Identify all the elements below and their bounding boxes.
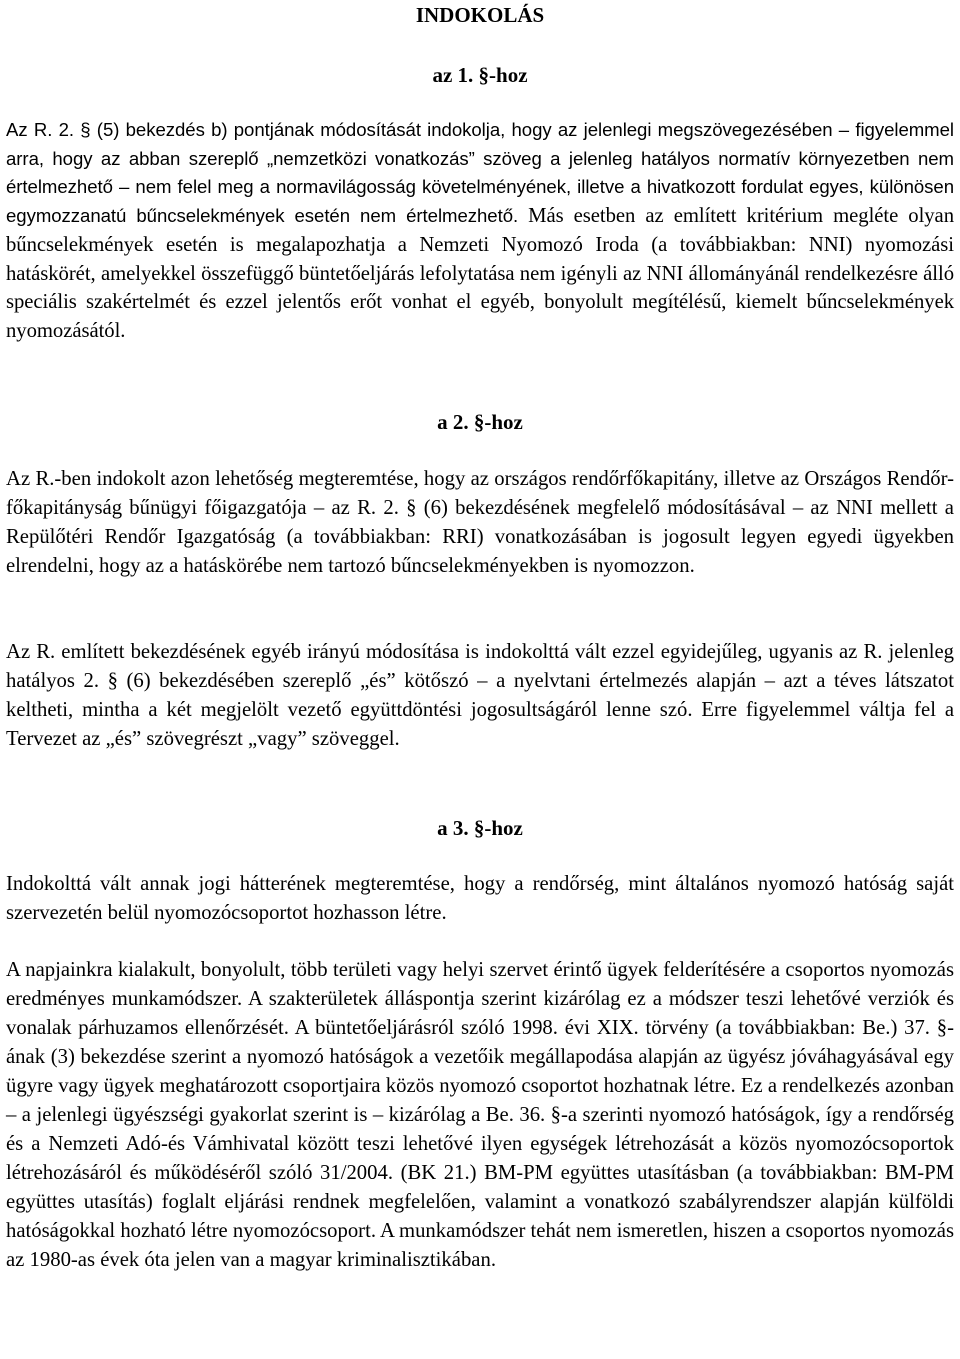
- paragraph-1-1-lead: Az R. 2. § (5) bekezdés b) pontjának módosítását indokolja, hogy az jelenlegi megszövegezésében – figyelemmel arra, hogy az abban szereplő „nemzetközi vonatkozás” szöveg a jelenleg hatályos normatív környezetben nem értelmezhető – nem felel meg a normavilágosság követelményének, illetve a hivatkozott fordulat egyes, különösen egymozzanatú bűncselekmények esetén nem értelmezhető.: [6, 119, 954, 227]
- paragraph-3-1: Indokolttá vált annak jogi hátterének megteremtése, hogy a rendőrség, mint általános nyomozó hatóság saját szervezetén belül nyomozócsoportot hozhasson létre.: [6, 873, 954, 924]
- paragraph-1-1: [6, 116, 954, 346]
- document-title: INDOKOLÁS: [415, 3, 545, 27]
- paragraph-2-2: Az R. említett bekezdésének egyéb irányú módosítása is indokolttá vált ezzel egyidejűleg, ugyanis az R. jelenleg hatályos 2. § (6) bekezdésében szereplő „és” kötőszó – a nyelvtani értelmezés alapján – azt a téves látszatot keltheti, mintha a két megjelölt vezető együttdöntési jogosultságáról lenne szó. Erre figyelemmel váltja fel a Tervezet az „és” szövegrészt „vagy” szöveggel.: [6, 641, 954, 750]
- paragraph-2-1: Az R.-ben indokolt azon lehetőség megteremtése, hogy az országos rendőrfőkapitány, illetve az Országos Rendőr-főkapitányság bűnügyi főigazgatója – az R. 2. § (6) bekezdésének megfelelő módosításával – az NNI mellett a Repülőtéri Rendőr Igazgatóság (a továbbiakban: RRI) vonatkozásában is jogosult legyen egyedi ügyekben elrendelni, hogy az a hatáskörébe nem tartozó bűncselekményekben is nyomozzon.: [6, 468, 954, 577]
- paragraph-1-1-rest: Más esetben az említett kritérium megléte olyan bűncselekmények esetén is megalapozhatja a Nemzeti Nyomozó Iroda (a továbbiakban: NNI) nyomozási hatáskörét, amelyekkel összefüggő büntetőeljárás lefolytatása nem igényli az NNI állományánál rendelkezésre álló speciális szakértelmét és ezzel jelentős erőt vonhat el egyéb, bonyolult megítélésű, kiemelt bűncselekmények nyomozásától.: [6, 205, 954, 342]
- section-heading-2: a 2. §-hoz: [437, 410, 523, 434]
- paragraph-3-2: A napjainkra kialakult, bonyolult, több területi vagy helyi szervet érintő ügyek felderítésére a csoportos nyomozás eredményes munkamódszer. A szakterületek álláspontja szerint kizárólag ez a módszer teszi lehetővé verziók és vonalak párhuzamos ellenőrzését. A büntetőeljárásról szóló 1998. évi XIX. törvény (a továbbiakban: Be.) 37. §-ának (3) bekezdése szerint a nyomozó hatóságok a vezetőik megállapodása alapján az ügyész jóváhagyásával egy ügyre vagy ügyek meghatározott csoportjaira közös nyomozó csoportot hozhatnak létre. Ez a rendelkezés azonban – a jelenlegi ügyészségi gyakorlat szerint is – kizárólag a Be. 36. §-a szerinti nyomozó hatóságok, így a rendőrség és a Nemzeti Adó-és Vámhivatal között teszi lehetővé ilyen egységek létrehozását a közös nyomozócsoportok létrehozásáról és működéséről szóló 31/2004. (BK 21.) BM-PM együttes utasításban (a továbbiakban: BM-PM együttes utasítás) foglalt eljárási rendnek megfelelően, valamint a vonatkozó szabályrendszer alapján külföldi hatóságokkal hozható létre nyomozócsoport. A munkamódszer tehát nem ismeretlen, hiszen a csoportos nyomozás az 1980-as évek óta jelen van a magyar kriminalisztikában.: [6, 959, 954, 1271]
- section-heading-3: a 3. §-hoz: [437, 816, 523, 840]
- section-heading-1: az 1. §-hoz: [432, 63, 528, 87]
